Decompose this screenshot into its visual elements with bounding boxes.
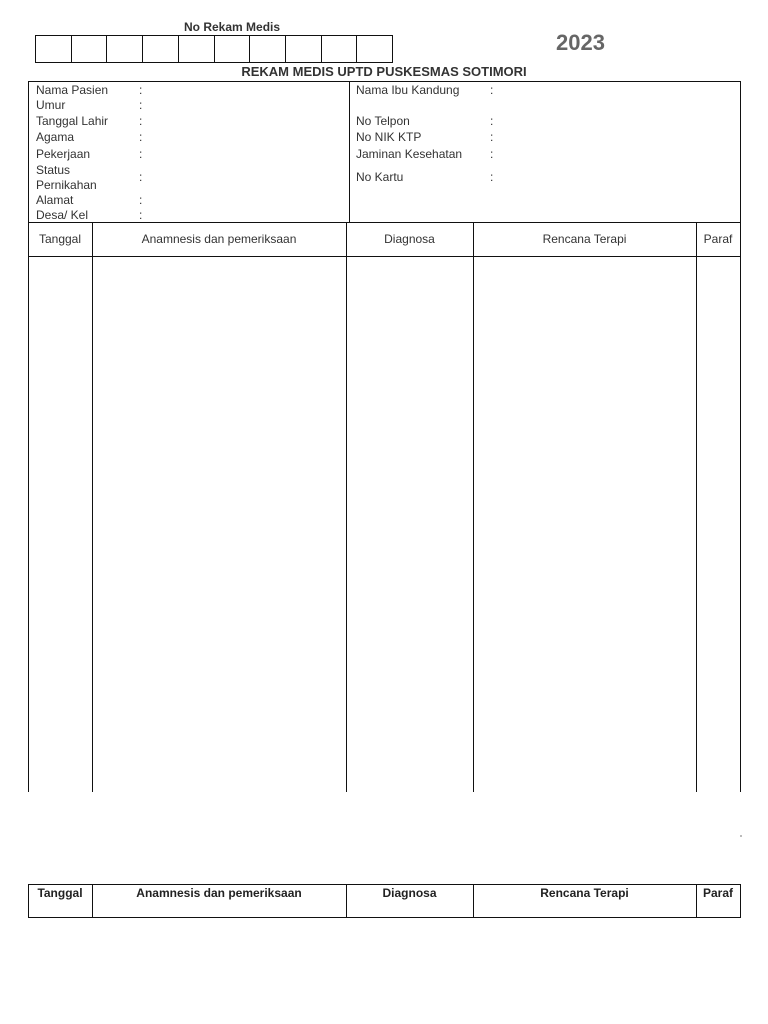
- field-colon: :: [490, 130, 494, 144]
- column-line: [92, 222, 93, 792]
- field-pekerjaan: Pekerjaan: [36, 147, 91, 161]
- record-digit-box[interactable]: [72, 36, 108, 62]
- field-colon: :: [490, 83, 494, 97]
- field-colon: :: [139, 98, 143, 112]
- field-nama-pasien: Nama Pasien: [36, 83, 109, 97]
- page-title: REKAM MEDIS UPTD PUSKESMAS SOTIMORI: [241, 64, 527, 79]
- header-paraf: Paraf: [703, 232, 733, 246]
- record-number-label: No Rekam Medis: [184, 20, 281, 34]
- column-line: [473, 222, 474, 792]
- header-tanggal: Tanggal: [38, 232, 82, 246]
- header-diagnosa: Diagnosa: [384, 232, 435, 246]
- field-colon: :: [139, 208, 143, 222]
- field-colon: :: [139, 130, 143, 144]
- record-digit-box[interactable]: [107, 36, 143, 62]
- field-no-telpon: No Telpon: [356, 114, 410, 128]
- field-colon: :: [139, 83, 143, 97]
- identity-divider: [349, 82, 350, 222]
- header-anamnesis: Anamnesis dan pemeriksaan: [136, 886, 302, 900]
- header-anamnesis: Anamnesis dan pemeriksaan: [141, 232, 297, 246]
- year-label: 2023: [556, 30, 605, 55]
- header-rencana-terapi: Rencana Terapi: [542, 232, 627, 246]
- column-line: [740, 884, 741, 918]
- field-colon: :: [490, 147, 494, 161]
- records-table-top: [28, 222, 741, 792]
- field-alamat: Alamat: [36, 193, 74, 207]
- field-colon: :: [139, 147, 143, 161]
- field-colon: :: [139, 114, 143, 128]
- field-jaminan-kesehatan: Jaminan Kesehatan: [356, 147, 463, 161]
- field-colon: :: [490, 114, 494, 128]
- field-no-kartu: No Kartu: [356, 170, 404, 184]
- record-digit-box[interactable]: [143, 36, 179, 62]
- record-number-boxes[interactable]: [35, 35, 393, 63]
- table-border: [28, 256, 741, 257]
- table-border: [28, 917, 741, 918]
- field-status-pernikahan: Status Pernikahan: [36, 163, 97, 192]
- column-line: [696, 222, 697, 792]
- speck: [740, 835, 742, 837]
- patient-identity-box: [28, 81, 741, 223]
- record-digit-box[interactable]: [215, 36, 251, 62]
- header-paraf: Paraf: [702, 886, 734, 900]
- field-no-nik-ktp: No NIK KTP: [356, 130, 422, 144]
- record-digit-box[interactable]: [322, 36, 358, 62]
- field-tanggal-lahir: Tanggal Lahir: [36, 114, 109, 128]
- field-colon: :: [139, 193, 143, 207]
- field-nama-ibu-kandung: Nama Ibu Kandung: [356, 83, 460, 97]
- field-colon: :: [490, 170, 494, 184]
- column-line: [28, 222, 29, 792]
- column-line: [740, 222, 741, 792]
- header-tanggal: Tanggal: [37, 886, 83, 900]
- field-colon: :: [139, 170, 143, 184]
- field-agama: Agama: [36, 130, 75, 144]
- column-line: [346, 222, 347, 792]
- record-digit-box[interactable]: [179, 36, 215, 62]
- table-border: [28, 222, 741, 223]
- record-digit-box[interactable]: [250, 36, 286, 62]
- field-umur: Umur: [36, 98, 66, 112]
- records-table-bottom: [28, 884, 741, 918]
- record-digit-box[interactable]: [357, 36, 392, 62]
- header-rencana-terapi: Rencana Terapi: [540, 886, 629, 900]
- table-border: [28, 884, 741, 885]
- record-digit-box[interactable]: [36, 36, 72, 62]
- field-desa-kel: Desa/ Kel: [36, 208, 89, 222]
- record-digit-box[interactable]: [286, 36, 322, 62]
- header-diagnosa: Diagnosa: [382, 886, 437, 900]
